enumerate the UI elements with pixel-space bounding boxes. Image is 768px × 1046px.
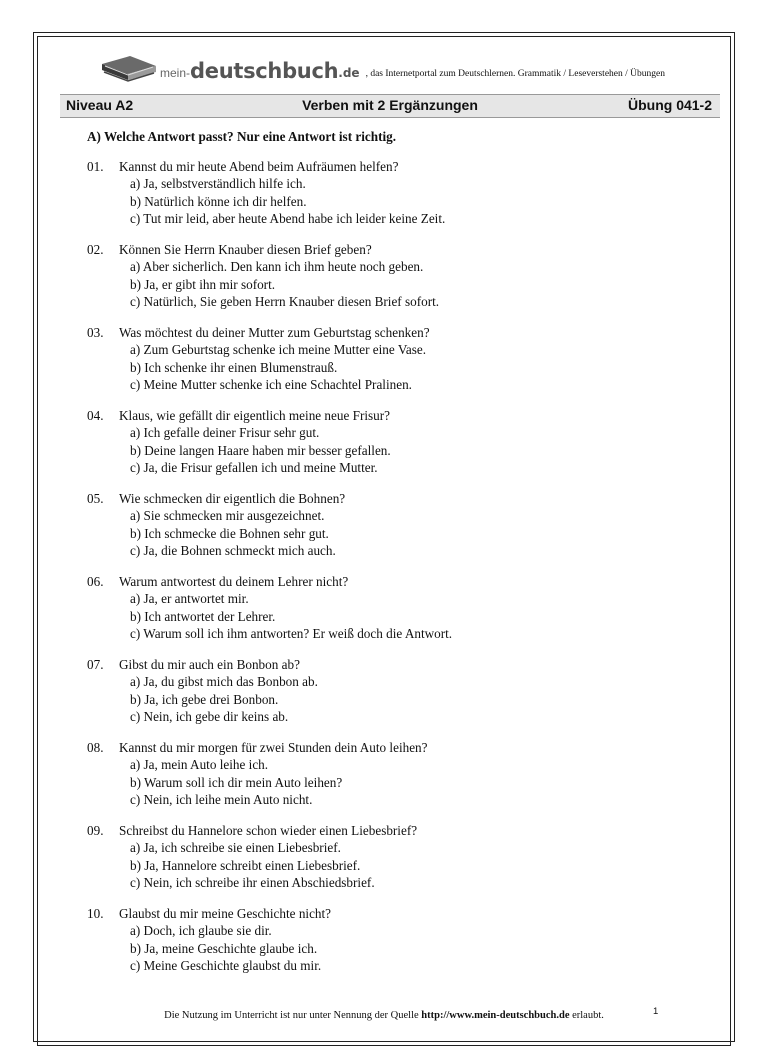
- question-line: [87, 739, 727, 756]
- question-text: Glaubst du mir meine Geschichte nicht?: [119, 906, 332, 922]
- answer-option: a) Ja, selbstverständlich hilfe ich.: [130, 176, 306, 192]
- answer-option: b) Deine langen Haare haben mir besser gefallen.: [130, 442, 391, 458]
- answer-option: b) Warum soll ich dir mein Auto leihen?: [130, 774, 343, 790]
- logo-tagline: , das Internetportal zum Deutschlernen. Grammatik / Leseverstehen / Übungen: [365, 69, 665, 79]
- question-text: Wie schmecken dir eigentlich die Bohnen?: [119, 491, 346, 507]
- answer-option: b) Ja, meine Geschichte glaube ich.: [130, 940, 318, 956]
- question-number: 07.: [87, 657, 104, 673]
- question-number: 04.: [87, 408, 104, 424]
- question-item: [87, 822, 727, 891]
- footer-notice-suffix: erlaubt.: [569, 1010, 604, 1021]
- answer-option: b) Ja, er gibt ihn mir sofort.: [130, 276, 276, 292]
- question-number: 08.: [87, 740, 104, 756]
- logo-brand-prefix: mein-: [160, 66, 191, 80]
- answer-option: c) Nein, ich gebe dir keins ab.: [130, 708, 289, 724]
- answer-option: c) Meine Mutter schenke ich eine Schachtel Pralinen.: [130, 376, 412, 392]
- question-text: Schreibst du Hannelore schon wieder einen Liebesbrief?: [119, 823, 418, 839]
- exercise-content: [87, 128, 727, 988]
- question-number: 03.: [87, 325, 104, 341]
- question-item: [87, 241, 727, 310]
- question-text: Kannst du mir morgen für zwei Stunden dein Auto leihen?: [119, 740, 428, 756]
- answer-option: b) Natürlich könne ich dir helfen.: [130, 193, 307, 209]
- question-item: [87, 407, 727, 476]
- question-item: [87, 158, 727, 227]
- question-line: [87, 158, 727, 175]
- exercise-number: Übung 041-2: [627, 97, 712, 113]
- answer-option: b) Ja, ich gebe drei Bonbon.: [130, 691, 279, 707]
- answer-option: c) Nein, ich schreibe ihr einen Abschiedsbrief.: [130, 874, 375, 890]
- question-number: 06.: [87, 574, 104, 590]
- answer-option: b) Ich antwortet der Lehrer.: [130, 608, 276, 624]
- question-line: [87, 905, 727, 922]
- answer-option: a) Ja, er antwortet mir.: [130, 591, 249, 607]
- question-number: 02.: [87, 242, 104, 258]
- question-line: [87, 573, 727, 590]
- question-list: [87, 158, 727, 974]
- question-text: Klaus, wie gefällt dir eigentlich meine neue Frisur?: [119, 408, 390, 424]
- book-stack-icon: [100, 54, 158, 84]
- answer-option: a) Ja, du gibst mich das Bonbon ab.: [130, 674, 318, 690]
- question-line: [87, 656, 727, 673]
- question-text: Kannst du mir heute Abend beim Aufräumen helfen?: [119, 159, 399, 175]
- question-number: 01.: [87, 159, 104, 175]
- answer-option: c) Warum soll ich ihm antworten? Er weiß doch die Antwort.: [130, 625, 453, 641]
- question-line: [87, 324, 727, 341]
- question-number: 09.: [87, 823, 104, 839]
- question-item: [87, 905, 727, 974]
- question-line: [87, 407, 727, 424]
- logo-brand-tld: .de: [338, 66, 360, 80]
- answer-option: a) Sie schmecken mir ausgezeichnet.: [130, 508, 325, 524]
- question-text: Warum antwortest du deinem Lehrer nicht?: [119, 574, 349, 590]
- answer-option: c) Tut mir leid, aber heute Abend habe ich leider keine Zeit.: [130, 210, 446, 226]
- question-item: [87, 490, 727, 559]
- question-text: Was möchtest du deiner Mutter zum Geburtstag schenken?: [119, 325, 430, 341]
- question-line: [87, 490, 727, 507]
- question-item: [87, 656, 727, 725]
- site-logo: [100, 52, 700, 84]
- footer-url: http://www.mein-deutschbuch.de: [421, 1010, 570, 1021]
- question-number: 05.: [87, 491, 104, 507]
- answer-option: b) Ich schmecke die Bohnen sehr gut.: [130, 525, 329, 541]
- exercise-header-bar: [60, 94, 720, 118]
- answer-option: a) Ja, ich schreibe sie einen Liebesbrief.: [130, 840, 341, 856]
- task-title: A) Welche Antwort passt? Nur eine Antwort ist richtig.: [87, 129, 397, 144]
- answer-option: b) Ja, Hannelore schreibt einen Liebesbrief.: [130, 857, 361, 873]
- answer-option: c) Nein, ich leihe mein Auto nicht.: [130, 791, 313, 807]
- answer-option: b) Ich schenke ihr einen Blumenstrauß.: [130, 359, 338, 375]
- exercise-title: Verben mit 2 Ergänzungen: [302, 97, 478, 113]
- question-item: [87, 573, 727, 642]
- question-item: [87, 324, 727, 393]
- question-number: 10.: [87, 906, 104, 922]
- answer-option: a) Doch, ich glaube sie dir.: [130, 923, 272, 939]
- question-line: [87, 822, 727, 839]
- answer-option: a) Ich gefalle deiner Frisur sehr gut.: [130, 425, 320, 441]
- question-text: Gibst du mir auch ein Bonbon ab?: [119, 657, 300, 673]
- question-line: [87, 241, 727, 258]
- question-text: Können Sie Herrn Knauber diesen Brief geben?: [119, 242, 372, 258]
- answer-option: a) Aber sicherlich. Den kann ich ihm heute noch geben.: [130, 259, 424, 275]
- answer-option: c) Ja, die Frisur gefallen ich und meine Mutter.: [130, 459, 378, 475]
- level-label: Niveau A2: [66, 97, 134, 113]
- answer-option: a) Ja, mein Auto leihe ich.: [130, 757, 269, 773]
- page-number: 1: [653, 1006, 659, 1017]
- answer-option: a) Zum Geburtstag schenke ich meine Mutter eine Vase.: [130, 342, 427, 358]
- footer-notice: Die Nutzung im Unterricht ist nur unter Nennung der Quelle: [164, 1010, 422, 1021]
- answer-option: c) Meine Geschichte glaubst du mir.: [130, 957, 322, 973]
- question-item: [87, 739, 727, 808]
- answer-option: c) Ja, die Bohnen schmeckt mich auch.: [130, 542, 336, 558]
- answer-option: c) Natürlich, Sie geben Herrn Knauber diesen Brief sofort.: [130, 293, 440, 309]
- logo-brand-name: deutschbuch: [190, 59, 339, 83]
